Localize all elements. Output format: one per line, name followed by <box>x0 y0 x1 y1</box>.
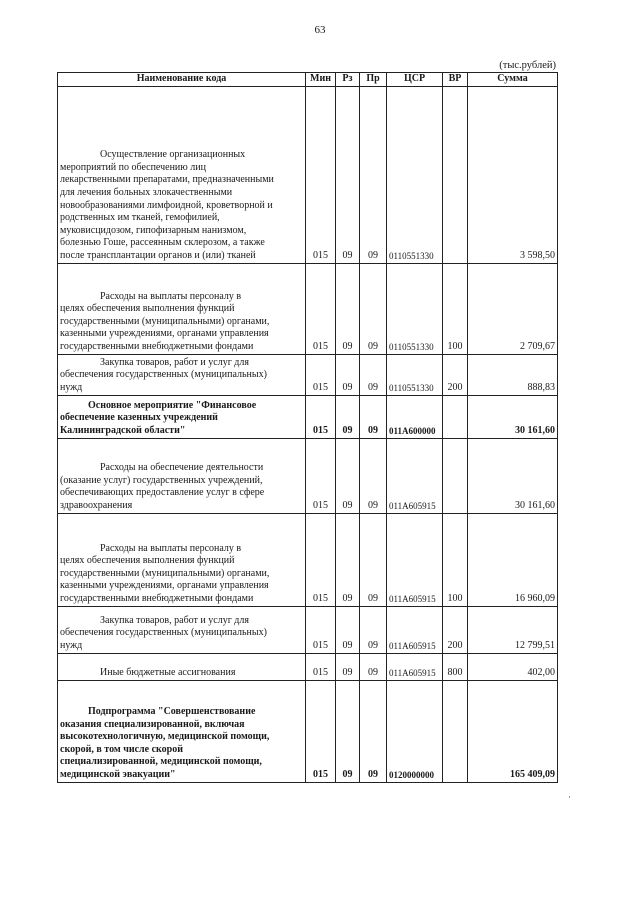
table-row <box>58 263 558 354</box>
row-min: 015 <box>306 606 336 653</box>
row-sum: 402,00 <box>468 653 558 680</box>
row-vr: 200 <box>443 354 468 395</box>
table-row <box>58 86 558 263</box>
row-name-line: целях обеспечения выполнения функций <box>60 555 235 567</box>
row-name-line: обеспечение казенных учреждений <box>60 412 218 424</box>
budget-table <box>57 72 558 783</box>
row-name-line: родственных им тканей, гемофилией, <box>60 212 220 224</box>
row-csr: 011А605915 <box>387 653 443 680</box>
header-name: Наименование кода <box>58 73 306 87</box>
page-number: 63 <box>314 24 326 36</box>
row-pr: 09 <box>360 354 387 395</box>
row-pr: 09 <box>360 86 387 263</box>
row-name-line: казенными учреждениями, органами управления <box>60 328 269 340</box>
row-rz: 09 <box>336 354 360 395</box>
header-min: Мин <box>306 73 336 87</box>
row-sum: 2 709,67 <box>468 263 558 354</box>
row-csr: 0110551330 <box>387 354 443 395</box>
row-name-cell <box>58 438 306 513</box>
row-name-line: нужд <box>60 382 83 393</box>
row-csr: 011А600000 <box>387 395 443 438</box>
row-name-cell <box>58 263 306 354</box>
row-sum: 16 960,09 <box>468 513 558 606</box>
row-csr: 011А605915 <box>387 513 443 606</box>
row-rz: 09 <box>336 606 360 653</box>
row-name-line: новообразованиями лимфоидной, кроветворной и <box>60 199 273 211</box>
row-name-line: лекарственными препаратами, предназначенными <box>60 174 274 186</box>
row-min: 015 <box>306 86 336 263</box>
row-vr: 100 <box>443 263 468 354</box>
row-min: 015 <box>306 354 336 395</box>
row-rz: 09 <box>336 395 360 438</box>
header-pr: Пр <box>360 73 387 87</box>
row-name-line: Закупка товаров, работ и услуг для <box>100 356 249 368</box>
row-name-line: Калининградской области" <box>60 425 186 436</box>
row-name-line: казенными учреждениями, органами управления <box>60 580 269 592</box>
row-name-cell <box>58 86 306 263</box>
row-name-line: муковисцидозом, гипофизарным нанизмом, <box>60 224 247 236</box>
row-name-line: государственными внебюджетными фондами <box>60 593 254 604</box>
row-pr: 09 <box>360 438 387 513</box>
row-rz: 09 <box>336 680 360 782</box>
row-sum: 30 161,60 <box>468 395 558 438</box>
row-vr <box>443 86 468 263</box>
units-label: (тыс.рублей) <box>499 60 556 71</box>
row-name-line: Закупка товаров, работ и услуг для <box>100 614 249 626</box>
row-name-line: Расходы на выплаты персоналу в <box>100 290 242 302</box>
row-name-line: Подпрограмма "Совершенствование <box>88 706 256 718</box>
row-sum: 165 409,09 <box>468 680 558 782</box>
row-name-line: для лечения больных злокачественными <box>60 187 233 199</box>
row-rz: 09 <box>336 263 360 354</box>
row-name-line: Расходы на обеспечение деятельности <box>100 462 264 474</box>
row-name-line: государственными внебюджетными фондами <box>60 341 254 352</box>
row-name-line: после трансплантации органов и (или) тканей <box>60 250 256 261</box>
row-name-line: государственными (муниципальными) органами, <box>60 315 270 327</box>
row-name-line: Основное мероприятие "Финансовое <box>88 399 257 411</box>
row-rz: 09 <box>336 513 360 606</box>
row-sum: 888,83 <box>468 354 558 395</box>
row-name-cell <box>58 606 306 653</box>
header-csr: ЦСР <box>387 73 443 87</box>
header-vr: ВР <box>443 73 468 87</box>
row-name-line: Осуществление организационных <box>100 149 246 161</box>
row-vr <box>443 395 468 438</box>
row-name-line: оказания специализированной, включая <box>60 718 245 730</box>
row-name-line: болезнью Гоше, рассеянным склерозом, а также <box>60 237 265 249</box>
row-min: 015 <box>306 653 336 680</box>
row-name-cell <box>58 354 306 395</box>
row-csr: 011А605915 <box>387 438 443 513</box>
row-pr: 09 <box>360 653 387 680</box>
table-row <box>58 513 558 606</box>
row-name-line: высокотехнологичную, медицинской помощи, <box>60 731 270 743</box>
row-name-line: Иные бюджетные ассигнования <box>100 667 236 678</box>
row-vr <box>443 438 468 513</box>
row-name-line: обеспечения государственных (муниципальных) <box>60 627 267 639</box>
row-rz: 09 <box>336 653 360 680</box>
row-min: 015 <box>306 513 336 606</box>
row-min: 015 <box>306 438 336 513</box>
row-pr: 09 <box>360 680 387 782</box>
row-min: 015 <box>306 680 336 782</box>
header-rz: Рз <box>336 73 360 87</box>
row-name-cell <box>58 653 306 680</box>
table-row <box>58 438 558 513</box>
row-name-line: Расходы на выплаты персоналу в <box>100 542 242 554</box>
row-sum: 12 799,51 <box>468 606 558 653</box>
row-name-line: государственными (муниципальными) органами, <box>60 567 270 579</box>
row-name-cell <box>58 513 306 606</box>
row-name-line: обеспечивающих предоставление услуг в сфере <box>60 487 265 499</box>
row-name-line: (оказание услуг) государственных учреждений, <box>60 474 263 486</box>
row-name-line: здравоохранения <box>60 500 133 511</box>
row-csr: 0120000000 <box>387 680 443 782</box>
row-min: 015 <box>306 263 336 354</box>
row-pr: 09 <box>360 395 387 438</box>
row-rz: 09 <box>336 86 360 263</box>
row-csr: 0110551330 <box>387 263 443 354</box>
row-vr: 200 <box>443 606 468 653</box>
row-pr: 09 <box>360 606 387 653</box>
row-rz: 09 <box>336 438 360 513</box>
row-min: 015 <box>306 395 336 438</box>
header-sum: Сумма <box>468 73 558 87</box>
row-sum: 3 598,50 <box>468 86 558 263</box>
row-sum: 30 161,60 <box>468 438 558 513</box>
row-name-line: целях обеспечения выполнения функций <box>60 303 235 315</box>
row-csr: 011А605915 <box>387 606 443 653</box>
header-row <box>58 73 558 87</box>
row-pr: 09 <box>360 513 387 606</box>
table-row <box>58 606 558 653</box>
table-row <box>58 395 558 438</box>
table-row <box>58 354 558 395</box>
row-name-line: специализированной, медицинской помощи, <box>60 756 262 768</box>
row-name-cell <box>58 395 306 438</box>
row-vr <box>443 680 468 782</box>
row-name-line: медицинской эвакуации" <box>60 769 176 780</box>
scan-mark <box>569 796 570 798</box>
row-name-line: нужд <box>60 640 83 651</box>
table-row <box>58 680 558 782</box>
row-name-line: обеспечения государственных (муниципальных) <box>60 369 267 381</box>
row-vr: 100 <box>443 513 468 606</box>
row-name-line: мероприятий по обеспечению лиц <box>60 161 206 173</box>
row-name-cell <box>58 680 306 782</box>
row-pr: 09 <box>360 263 387 354</box>
row-csr: 0110551330 <box>387 86 443 263</box>
row-name-line: скорой, в том числе скорой <box>60 743 183 755</box>
table-row <box>58 653 558 680</box>
row-vr: 800 <box>443 653 468 680</box>
